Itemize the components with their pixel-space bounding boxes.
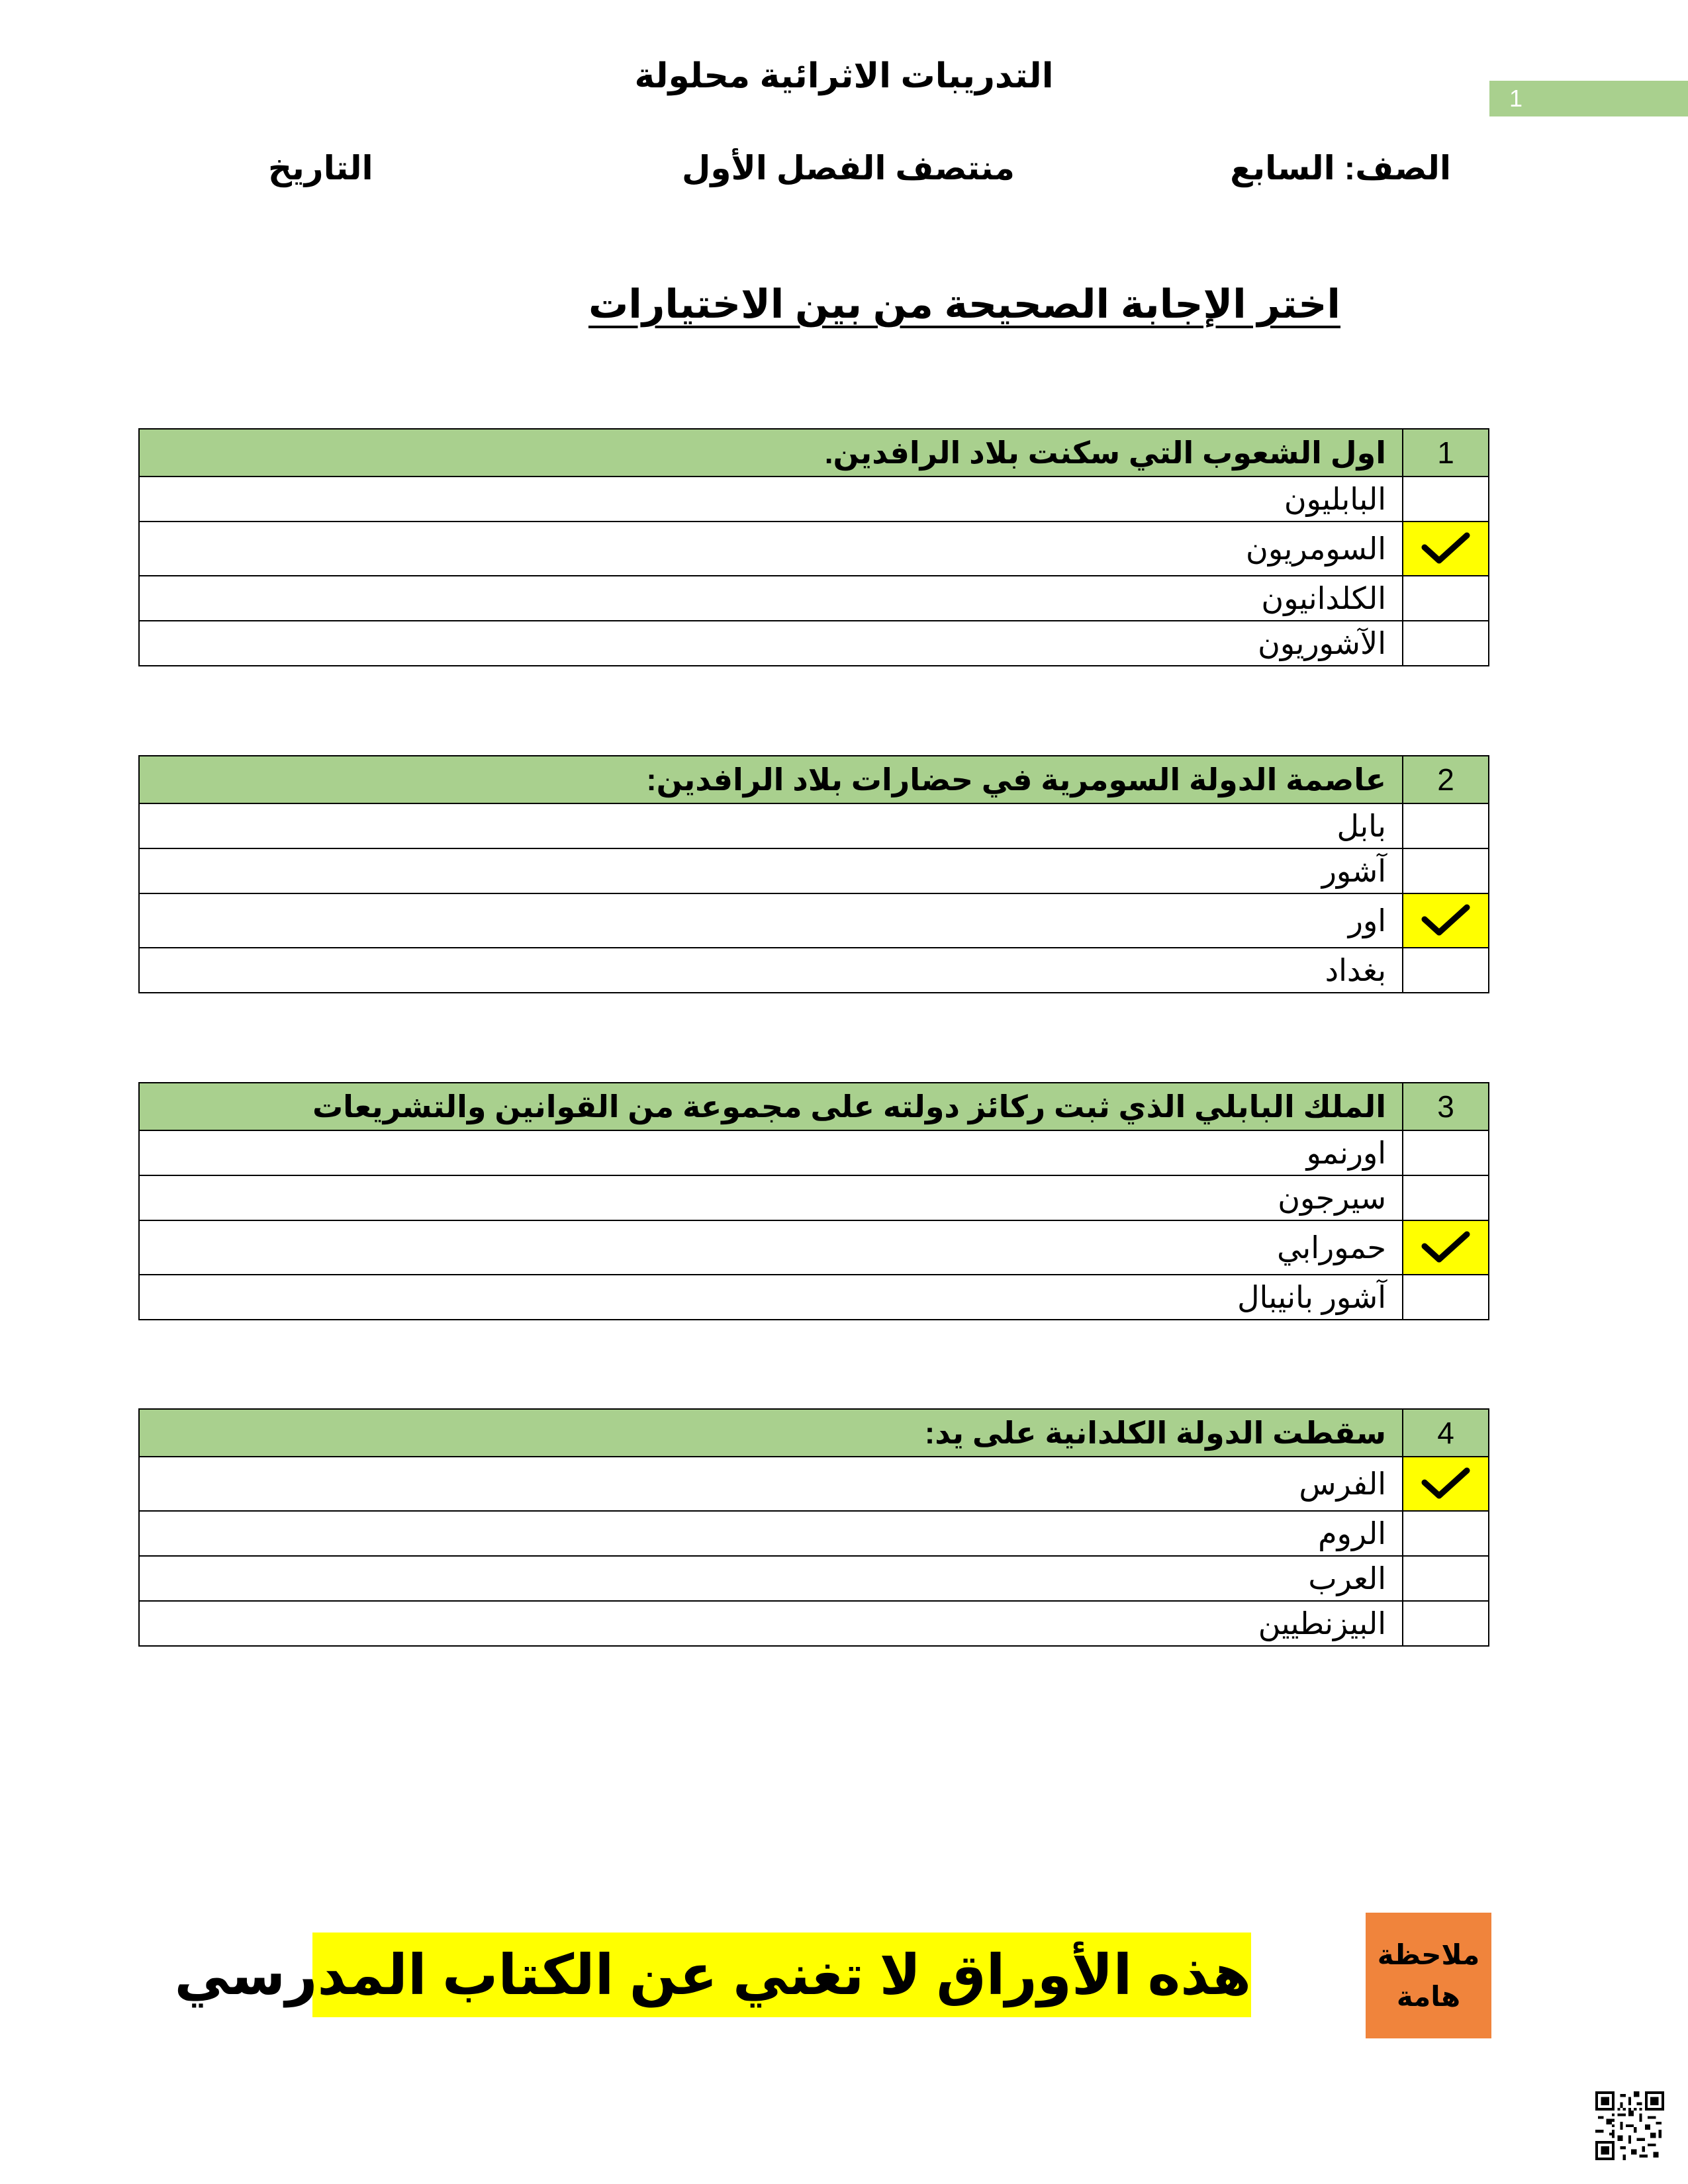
option-row[interactable]: [139, 1457, 1489, 1511]
option-text: بابل: [139, 803, 1403, 848]
option-row[interactable]: [139, 893, 1489, 948]
check-icon: [1419, 1229, 1472, 1266]
note-label-line2: هامة: [1396, 1981, 1461, 2012]
option-row[interactable]: [139, 948, 1489, 993]
question-header-row: [139, 1409, 1489, 1457]
option-text: الكلدانيون: [139, 576, 1403, 621]
question-text: عاصمة الدولة السومرية في حضارات بلاد الرافدين:: [139, 756, 1403, 803]
option-row[interactable]: [139, 1511, 1489, 1556]
answer-checkbox[interactable]: [1403, 1130, 1489, 1175]
option-text: حمورابي: [139, 1220, 1403, 1275]
term-label: منتصف الفصل الأول: [682, 150, 1015, 187]
question-header-row: [139, 756, 1489, 803]
option-row[interactable]: [139, 522, 1489, 576]
option-text: آشور: [139, 848, 1403, 893]
option-row[interactable]: [139, 576, 1489, 621]
question-text: الملك البابلي الذي ثبت ركائز دولته على مجموعة من القوانين والتشريعات: [139, 1083, 1403, 1130]
answer-checkbox-checked[interactable]: [1403, 893, 1489, 948]
question-header-row: [139, 429, 1489, 477]
option-text: اورنمو: [139, 1130, 1403, 1175]
option-row[interactable]: [139, 477, 1489, 522]
answer-checkbox[interactable]: [1403, 477, 1489, 522]
page-number: 1: [1489, 81, 1688, 116]
grade-label: الصف: السابع: [1230, 150, 1451, 187]
question-header-row: [139, 1083, 1489, 1130]
question-table: [138, 1408, 1489, 1647]
answer-checkbox-checked[interactable]: [1403, 522, 1489, 576]
option-row[interactable]: [139, 803, 1489, 848]
option-text: البابليون: [139, 477, 1403, 522]
question-number: 3: [1403, 1083, 1489, 1130]
option-text: بغداد: [139, 948, 1403, 993]
page-title: التدريبات الاثرائية محلولة: [634, 57, 1054, 95]
question-number: 1: [1403, 429, 1489, 477]
question-number: 4: [1403, 1409, 1489, 1457]
note-label-box: [1366, 1913, 1491, 2038]
option-row[interactable]: [139, 1130, 1489, 1175]
option-row[interactable]: [139, 621, 1489, 666]
question-text: اول الشعوب التي سكنت بلاد الرافدين.: [139, 429, 1403, 477]
answer-checkbox-checked[interactable]: [1403, 1457, 1489, 1511]
question-text: سقطت الدولة الكلدانية على يد:: [139, 1409, 1403, 1457]
option-text: الروم: [139, 1511, 1403, 1556]
answer-checkbox[interactable]: [1403, 1175, 1489, 1220]
date-label: التاريخ: [268, 150, 373, 187]
option-text: البيزنطيين: [139, 1601, 1403, 1646]
instruction-heading: اختر الإجابة الصحيحة من بين الاختيارات: [588, 282, 1340, 326]
answer-checkbox[interactable]: [1403, 1601, 1489, 1646]
option-text: الآشوريون: [139, 621, 1403, 666]
note-label-line1: ملاحظة: [1377, 1939, 1480, 1970]
answer-checkbox[interactable]: [1403, 1275, 1489, 1320]
note-banner: هذه الأوراق لا تغني عن الكتاب المدرسي: [312, 1933, 1251, 2017]
check-icon: [1419, 1465, 1472, 1502]
option-row[interactable]: [139, 1175, 1489, 1220]
option-row[interactable]: [139, 1220, 1489, 1275]
answer-checkbox-checked[interactable]: [1403, 1220, 1489, 1275]
option-text: سيرجون: [139, 1175, 1403, 1220]
option-text: آشور بانيبال: [139, 1275, 1403, 1320]
option-text: اور: [139, 893, 1403, 948]
answer-checkbox[interactable]: [1403, 576, 1489, 621]
qr-code-icon: [1595, 2091, 1664, 2160]
answer-checkbox[interactable]: [1403, 803, 1489, 848]
question-table: [138, 1082, 1489, 1320]
answer-checkbox[interactable]: [1403, 621, 1489, 666]
question-table: [138, 428, 1489, 666]
check-icon: [1419, 530, 1472, 567]
option-row[interactable]: [139, 1601, 1489, 1646]
question-number: 2: [1403, 756, 1489, 803]
answer-checkbox[interactable]: [1403, 1556, 1489, 1601]
question-table: [138, 755, 1489, 993]
option-text: السومريون: [139, 522, 1403, 576]
option-text: الفرس: [139, 1457, 1403, 1511]
check-icon: [1419, 902, 1472, 939]
answer-checkbox[interactable]: [1403, 948, 1489, 993]
option-row[interactable]: [139, 1556, 1489, 1601]
option-row[interactable]: [139, 848, 1489, 893]
option-row[interactable]: [139, 1275, 1489, 1320]
option-text: العرب: [139, 1556, 1403, 1601]
answer-checkbox[interactable]: [1403, 1511, 1489, 1556]
answer-checkbox[interactable]: [1403, 848, 1489, 893]
